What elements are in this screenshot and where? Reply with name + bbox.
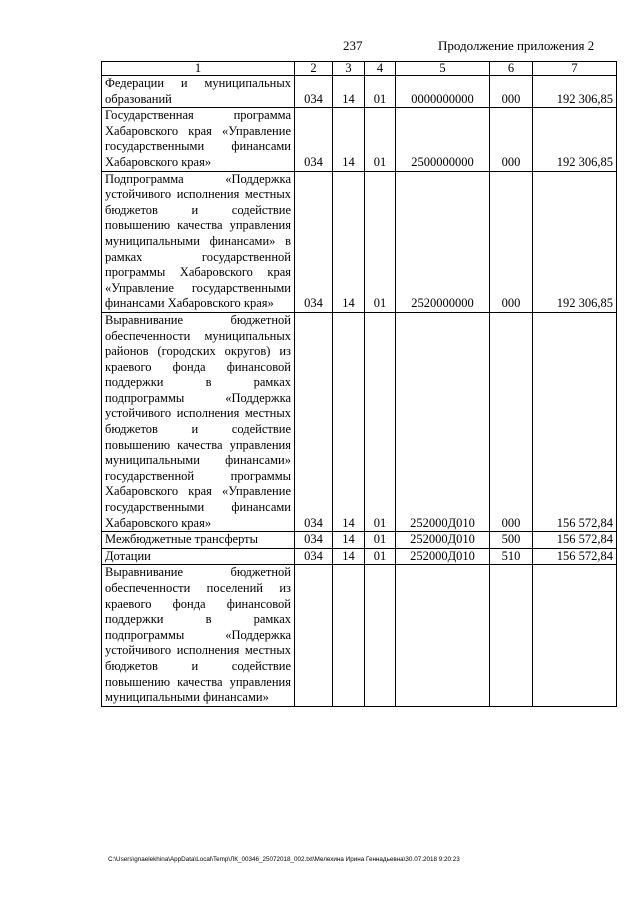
row-description: Дотации bbox=[102, 548, 295, 565]
column-header: 4 bbox=[365, 62, 396, 76]
section-code: 14 bbox=[333, 76, 365, 108]
ministry-code: 034 bbox=[295, 548, 333, 565]
expense-type-code: 500 bbox=[490, 532, 533, 549]
ministry-code: 034 bbox=[295, 312, 333, 531]
table-row bbox=[102, 532, 617, 549]
amount: 156 572,84 bbox=[533, 532, 617, 549]
column-header: 6 bbox=[490, 62, 533, 76]
amount bbox=[533, 565, 617, 706]
target-article-code: 252000Д010 bbox=[396, 312, 490, 531]
expense-type-code: 510 bbox=[490, 548, 533, 565]
target-article-code: 252000Д010 bbox=[396, 532, 490, 549]
ministry-code: 034 bbox=[295, 532, 333, 549]
continuation-title: Продолжение приложения 2 bbox=[438, 38, 595, 53]
row-description: Государственная программа Хабаровского края «Управление государственными финансами Хабаровского края» bbox=[102, 108, 295, 171]
column-header: 5 bbox=[396, 62, 490, 76]
subsection-code: 01 bbox=[365, 108, 396, 171]
table-row bbox=[102, 171, 617, 312]
target-article-code: 2520000000 bbox=[396, 171, 490, 312]
subsection-code: 01 bbox=[365, 312, 396, 531]
subsection-code: 01 bbox=[365, 171, 396, 312]
budget-table bbox=[101, 61, 617, 707]
expense-type-code: 000 bbox=[490, 108, 533, 171]
amount: 192 306,85 bbox=[533, 108, 617, 171]
amount: 192 306,85 bbox=[533, 171, 617, 312]
row-description: Межбюджетные трансферты bbox=[102, 532, 295, 549]
subsection-code bbox=[365, 565, 396, 706]
section-code: 14 bbox=[333, 548, 365, 565]
table-row bbox=[102, 548, 617, 565]
expense-type-code: 000 bbox=[490, 76, 533, 108]
row-description: Федерации и муниципальных образований bbox=[102, 76, 295, 108]
ministry-code bbox=[295, 565, 333, 706]
section-code bbox=[333, 565, 365, 706]
amount: 156 572,84 bbox=[533, 548, 617, 565]
subsection-code: 01 bbox=[365, 548, 396, 565]
table-header-row bbox=[102, 62, 617, 76]
subsection-code: 01 bbox=[365, 532, 396, 549]
subsection-code: 01 bbox=[365, 76, 396, 108]
table-row bbox=[102, 76, 617, 108]
table-row bbox=[102, 565, 617, 706]
target-article-code bbox=[396, 565, 490, 706]
row-description: Подпрограмма «Поддержка устойчивого исполнения местных бюджетов и содействие повышению качества управления муниципальными финансами» в рамках государственной программы Хабаровского края «Управление государственными финансами Хабаровского края» bbox=[102, 171, 295, 312]
target-article-code: 252000Д010 bbox=[396, 548, 490, 565]
file-path-footer: C:\Users\gnaelekhina\AppData\Local\Temp\ЛК_00346_25072018_002.txt\Мелехина Ирина Геннадьевна\30.07.2018 9:20:23 bbox=[108, 856, 460, 863]
expense-type-code: 000 bbox=[490, 171, 533, 312]
column-header: 3 bbox=[333, 62, 365, 76]
ministry-code: 034 bbox=[295, 108, 333, 171]
section-code: 14 bbox=[333, 532, 365, 549]
section-code: 14 bbox=[333, 108, 365, 171]
column-header: 2 bbox=[295, 62, 333, 76]
table-row bbox=[102, 312, 617, 531]
column-header: 1 bbox=[102, 62, 295, 76]
expense-type-code bbox=[490, 565, 533, 706]
page-number: 237 bbox=[343, 38, 363, 53]
amount: 192 306,85 bbox=[533, 76, 617, 108]
table-row bbox=[102, 108, 617, 171]
expense-type-code: 000 bbox=[490, 312, 533, 531]
target-article-code: 2500000000 bbox=[396, 108, 490, 171]
amount: 156 572,84 bbox=[533, 312, 617, 531]
ministry-code: 034 bbox=[295, 171, 333, 312]
section-code: 14 bbox=[333, 312, 365, 531]
row-description: Выравнивание бюджетной обеспеченности муниципальных районов (городских округов) из краевого фонда финансовой поддержки в рамках подпрограммы «Поддержка устойчивого исполнения местных бюджетов и содействие повышению качества управления муниципальными финансами» государственной программы Хабаровского края «Управление государственными финансами Хабаровского края» bbox=[102, 312, 295, 531]
target-article-code: 0000000000 bbox=[396, 76, 490, 108]
section-code: 14 bbox=[333, 171, 365, 312]
ministry-code: 034 bbox=[295, 76, 333, 108]
row-description: Выравнивание бюджетной обеспеченности поселений из краевого фонда финансовой поддержки в рамках подпрограммы «Поддержка устойчивого исполнения местных бюджетов и содействие повышению качества управления муниципальными финансами» bbox=[102, 565, 295, 706]
column-header: 7 bbox=[533, 62, 617, 76]
